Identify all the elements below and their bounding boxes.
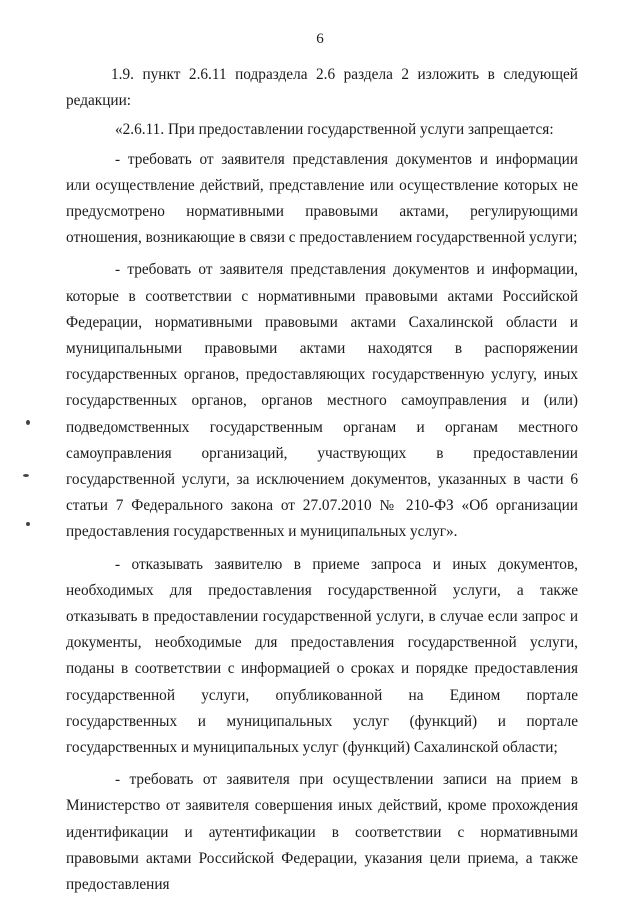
- paragraph-prohibition-2: - требовать от заявителя представления документов и информации, которые в соответствии с нормативными правовыми актами Российской Федерации, нормативными правовыми актами Сахалинской области и муниципальными правовыми актами находятся в распоряжении государственных органов, предоставляющих государственную услугу, иных государственных органов, органов местного самоуправления и (или) подведомственных государственным органам и органам местного самоуправления организаций, участвующих в предоставлении государственной услуги, за исключением документов, указанных в части 6 статьи 7 Федерального закона от 27.07.2010 № 210-ФЗ «Об организации предоставления государственных и муниципальных услуг».: [66, 261, 578, 541]
- paragraph-clause-heading: «2.6.11. При предоставлении государственной услуги запрещается:: [115, 121, 554, 139]
- scan-speck: [26, 522, 30, 526]
- paragraph-amendment-intro: 1.9. пункт 2.6.11 подраздела 2.6 раздела 2 изложить в следующей редакции:: [66, 66, 578, 110]
- scan-speck: [23, 474, 29, 477]
- scan-speck: [26, 420, 30, 425]
- document-body: [66, 62, 578, 898]
- page-number: 6: [316, 31, 324, 47]
- paragraph-prohibition-1: - требовать от заявителя представления документов и информации или осуществление действий, представление или осуществление которых не предусмотрено нормативными правовыми актами, регулирующими отношения, возникающие в связи с предоставлением государственной услуги;: [66, 150, 578, 247]
- paragraph-prohibition-3: - отказывать заявителю в приеме запроса и иных документов, необходимых для предоставления государственной услуги, а также отказывать в предоставлении государственной услуги, в случае если запрос и документы, необходимые для предоставления государственной услуги, поданы в соответствии с информацией о сроках и порядке предоставления государственной услуги, опубликованной на Едином портале государственных и муниципальных услуг (функций) и портале государственных и муниципальных услуг (функций) Сахалинской области;: [66, 555, 578, 757]
- paragraph-prohibition-4: - требовать от заявителя при осуществлении записи на прием в Министерство от заявителя совершения иных действий, кроме прохождения идентификации и аутентификации в соответствии с нормативными правовыми актами Российской Федерации, указания цели приема, а также предоставления: [66, 771, 578, 894]
